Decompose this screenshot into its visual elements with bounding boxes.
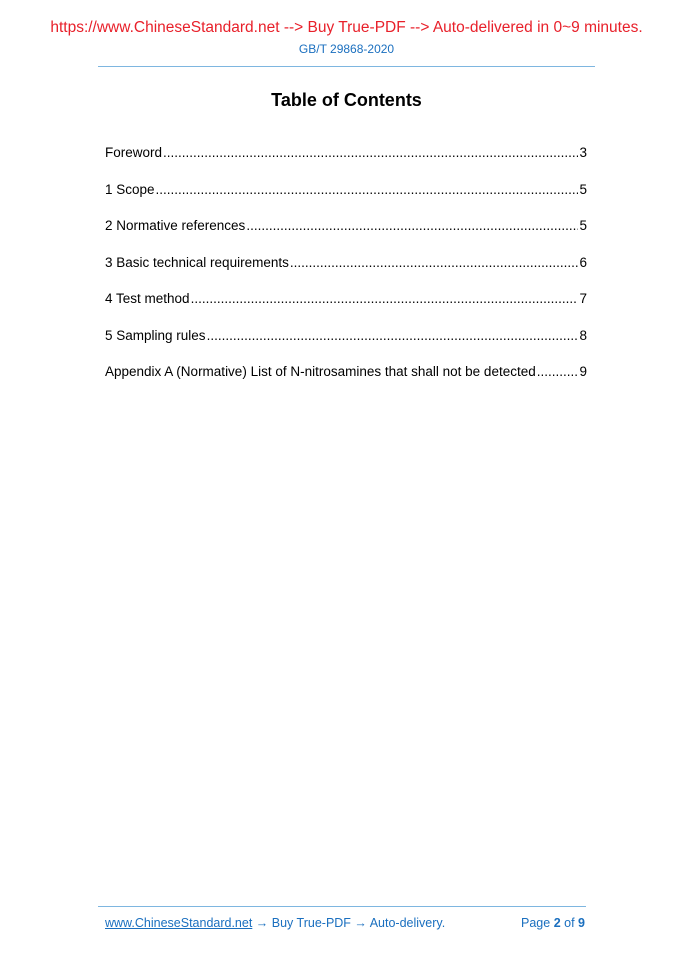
footer-promo-text: → Buy True-PDF → Auto-delivery.: [252, 916, 446, 930]
toc-label: Foreword: [105, 145, 163, 160]
toc-page-number: 6: [579, 254, 587, 270]
footer-site-link[interactable]: www.ChineseStandard.net: [105, 916, 253, 930]
toc-label: 4 Test method: [105, 291, 190, 306]
toc-entry-foreword[interactable]: [105, 145, 587, 182]
page-footer: [105, 916, 585, 930]
toc-page-number: 3: [579, 145, 587, 160]
header-divider: [98, 66, 595, 67]
toc-dot-leader: [246, 218, 578, 233]
toc-dot-leader: [191, 291, 579, 306]
toc-page-number: 8: [579, 327, 587, 343]
toc-page-number: 7: [579, 291, 587, 306]
toc-label: Appendix A (Normative) List of N-nitrosamines that shall not be detected: [105, 364, 536, 379]
page-indicator: [521, 916, 585, 930]
footer-divider: [98, 906, 586, 907]
footer-promo: [105, 916, 445, 930]
page-title: Table of Contents: [271, 90, 422, 110]
toc-dot-leader: [290, 255, 579, 270]
toc-page-number: 5: [579, 181, 587, 197]
toc-dot-leader: [156, 182, 579, 197]
toc-label: 1 Scope: [105, 181, 155, 197]
toc-page-number: 9: [579, 364, 587, 379]
toc-entry-normative-references[interactable]: [105, 218, 587, 255]
toc-dot-leader: [537, 364, 579, 379]
toc-entry-basic-technical-requirements[interactable]: [105, 255, 587, 292]
toc-page-number: 5: [579, 218, 587, 233]
toc-label: 5 Sampling rules: [105, 327, 206, 343]
page-total: 9: [578, 916, 585, 930]
toc-dot-leader: [163, 145, 578, 160]
promo-banner: https://www.ChineseStandard.net --> Buy True-PDF --> Auto-delivered in 0~9 minutes.: [50, 19, 643, 36]
toc-label: 2 Normative references: [105, 218, 246, 233]
toc-entry-test-method[interactable]: [105, 291, 587, 328]
table-of-contents: [105, 145, 587, 401]
page-of: of: [564, 916, 575, 930]
toc-entry-appendix-a[interactable]: [105, 364, 587, 401]
toc-label: 3 Basic technical requirements: [105, 254, 289, 270]
page-current: 2: [553, 916, 561, 930]
page-prefix: Page: [521, 916, 551, 930]
standard-code: GB/T 29868-2020: [298, 42, 395, 56]
toc-entry-scope[interactable]: [105, 182, 587, 219]
toc-entry-sampling-rules[interactable]: [105, 328, 587, 365]
toc-dot-leader: [207, 328, 579, 343]
